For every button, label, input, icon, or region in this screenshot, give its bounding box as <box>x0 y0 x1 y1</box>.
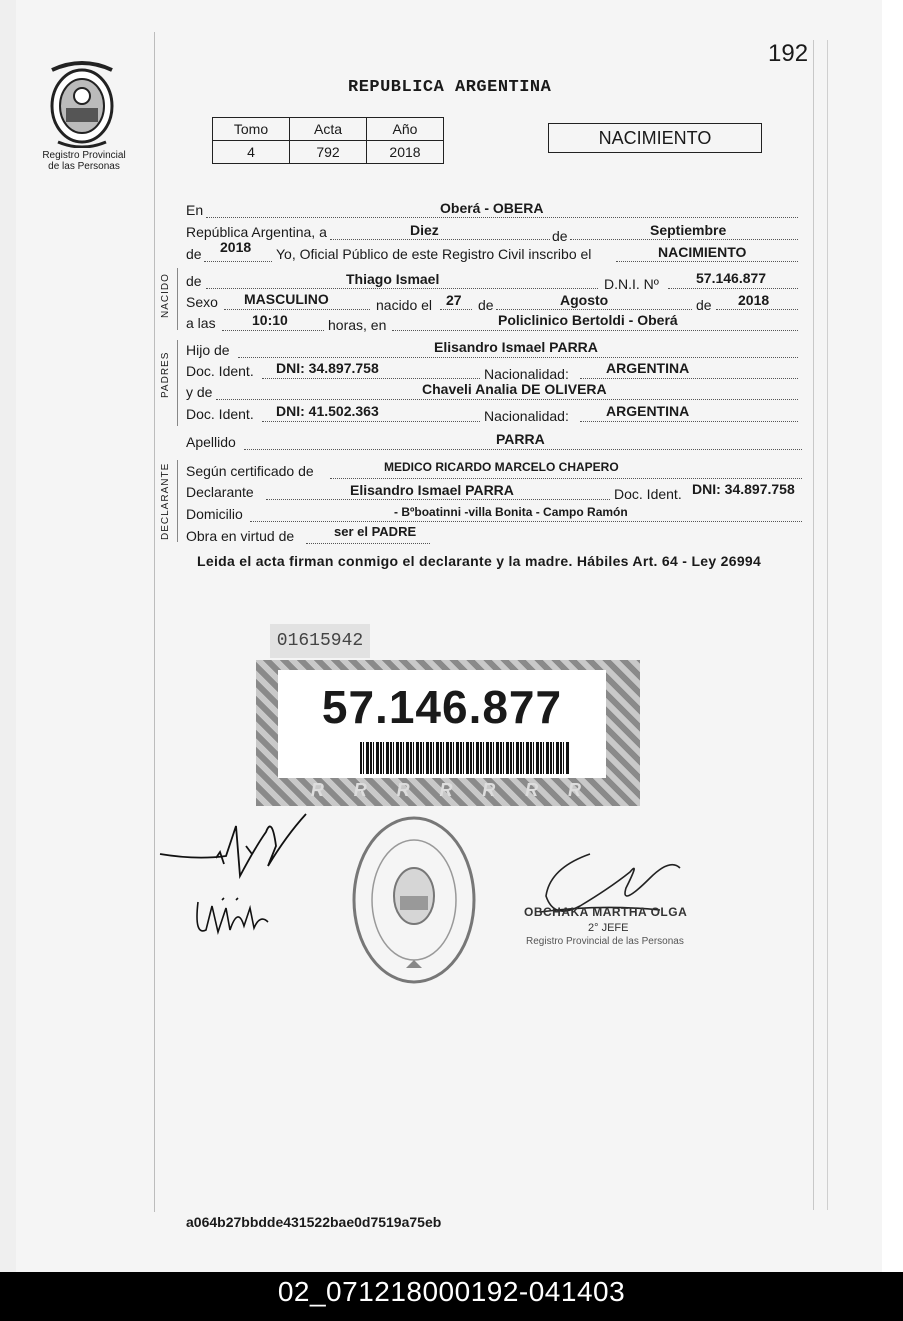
label-republica: República Argentina, a <box>186 224 327 240</box>
r-mark-icon: R <box>353 780 367 800</box>
label-de-mes: de <box>478 297 494 313</box>
label-segun: Según certificado de <box>186 463 314 479</box>
document-title: REPUBLICA ARGENTINA <box>348 78 552 97</box>
value-sexo: MASCULINO <box>244 291 329 307</box>
value-lugar-nac: Policlinico Bertoldi - Oberá <box>498 312 678 328</box>
label-a-las: a las <box>186 315 216 331</box>
value-certificado: MEDICO RICARDO MARCELO CHAPERO <box>384 460 619 474</box>
label-hijo-de: Hijo de <box>186 342 230 358</box>
label-nacionalidad-2: Nacionalidad: <box>484 408 569 424</box>
value-mes-nac: Agosto <box>560 292 609 308</box>
sticker-dni-number: 57.146.877 <box>321 681 563 733</box>
section-divider <box>177 340 178 426</box>
side-label-declarante: DECLARANTE <box>160 462 171 540</box>
label-doc-ident-1: Doc. Ident. <box>186 363 254 379</box>
value-domicilio: - Bºboatinni -villa Bonita - Campo Ramón <box>394 505 628 519</box>
label-en: En <box>186 202 204 218</box>
page-edge <box>882 0 903 1272</box>
official-seal-icon <box>348 812 480 988</box>
side-label-padres: PADRES <box>160 351 171 398</box>
section-divider <box>177 268 178 330</box>
side-label-nacido: NACIDO <box>160 273 171 318</box>
value-anio: 2018 <box>220 239 252 255</box>
control-number-stamp: 01615942 <box>270 624 370 658</box>
security-pattern <box>296 780 596 804</box>
legal-note: Leida el acta firman conmigo el declarante y la madre. Hábiles Art. 64 - Ley 26994 <box>197 553 762 569</box>
label-horas-en: horas, en <box>328 317 387 333</box>
value-apellido: PARRA <box>496 431 545 447</box>
document-hash: a064b27bbdde431522bae0d7519a75eb <box>186 1214 442 1230</box>
value-nombre: Thiago Ismael <box>346 271 440 287</box>
value-padre-nac: ARGENTINA <box>606 360 690 376</box>
value-anio-nac: 2018 <box>738 292 770 308</box>
header-tomo: Tomo <box>213 118 290 141</box>
value-acta: 792 <box>290 141 367 164</box>
label-apellido: Apellido <box>186 434 236 450</box>
right-margin-line-outer <box>827 40 828 1210</box>
value-madre-doc: DNI: 41.502.363 <box>276 403 379 419</box>
record-type-box: NACIMIENTO <box>548 123 762 153</box>
value-padre-doc: DNI: 34.897.758 <box>276 360 379 376</box>
header-anio: Año <box>367 118 444 141</box>
label-nacido-el: nacido el <box>376 297 433 313</box>
province-seal-icon <box>44 60 120 148</box>
label-doc-ident-2: Doc. Ident. <box>186 406 254 422</box>
value-declarante: Elisandro Ismael PARRA <box>350 482 514 498</box>
org-line-2: de las Personas <box>48 161 120 172</box>
value-dni: 57.146.877 <box>696 270 767 286</box>
value-lugar: Oberá - OBERA <box>440 200 544 216</box>
value-declarante-doc: DNI: 34.897.758 <box>692 481 795 497</box>
label-domicilio: Domicilio <box>186 506 243 522</box>
r-mark-icon: R <box>567 780 581 800</box>
document-page <box>16 0 882 1272</box>
value-tipo: NACIMIENTO <box>658 244 747 260</box>
r-mark-icon: R <box>525 780 539 800</box>
value-madre-nac: ARGENTINA <box>606 403 690 419</box>
label-doc-ident-3: Doc. Ident. <box>614 486 682 502</box>
value-dia-nac: 27 <box>446 292 462 308</box>
label-y-de: y de <box>186 384 213 400</box>
registry-table <box>212 117 444 164</box>
declarant-signature-icon <box>156 806 326 896</box>
signatory-org: Registro Provincial de las Personas <box>526 936 684 947</box>
dotted-line <box>330 225 550 240</box>
label-de-anio: de <box>696 297 712 313</box>
r-mark-icon: R <box>310 780 324 800</box>
r-mark-icon: R <box>482 780 496 800</box>
value-obra: ser el PADRE <box>334 524 417 539</box>
r-mark-icon: R <box>396 780 410 800</box>
header-acta: Acta <box>290 118 367 141</box>
left-margin-line <box>154 32 155 1212</box>
label-nacionalidad-1: Nacionalidad: <box>484 366 569 382</box>
org-line-1: Registro Provincial <box>42 150 126 161</box>
footer-code: 02_071218000192-041403 <box>0 1272 903 1321</box>
label-de2: de <box>186 246 202 262</box>
dni-sticker <box>256 660 640 806</box>
signatory-role: 2° JEFE <box>588 922 629 934</box>
value-madre: Chaveli Analia DE OLIVERA <box>422 381 607 397</box>
sticker-label <box>278 670 606 778</box>
label-declarante: Declarante <box>186 484 254 500</box>
right-margin-line <box>813 40 814 1210</box>
value-tomo: 4 <box>213 141 290 164</box>
value-dia: Diez <box>410 222 439 238</box>
page-number: 192 <box>768 40 809 67</box>
barcode-icon <box>360 742 570 774</box>
label-sexo: Sexo <box>186 294 218 310</box>
mother-signature-icon <box>192 886 282 946</box>
label-nacido-de: de <box>186 273 202 289</box>
label-obra: Obra en virtud de <box>186 528 295 544</box>
label-de: de <box>552 228 568 244</box>
signatory-name: OBCHAKA MARTHA OLGA <box>524 905 688 919</box>
value-hora: 10:10 <box>252 312 288 328</box>
value-mes: Septiembre <box>650 222 727 238</box>
r-mark-icon: R <box>439 780 453 800</box>
section-divider <box>177 460 178 542</box>
value-padre: Elisandro Ismael PARRA <box>434 339 598 355</box>
label-oficial: Yo, Oficial Público de este Registro Civil inscribo el <box>276 246 592 262</box>
registry-org-name <box>30 150 138 172</box>
value-anio: 2018 <box>367 141 444 164</box>
label-dni: D.N.I. Nº <box>604 276 659 292</box>
